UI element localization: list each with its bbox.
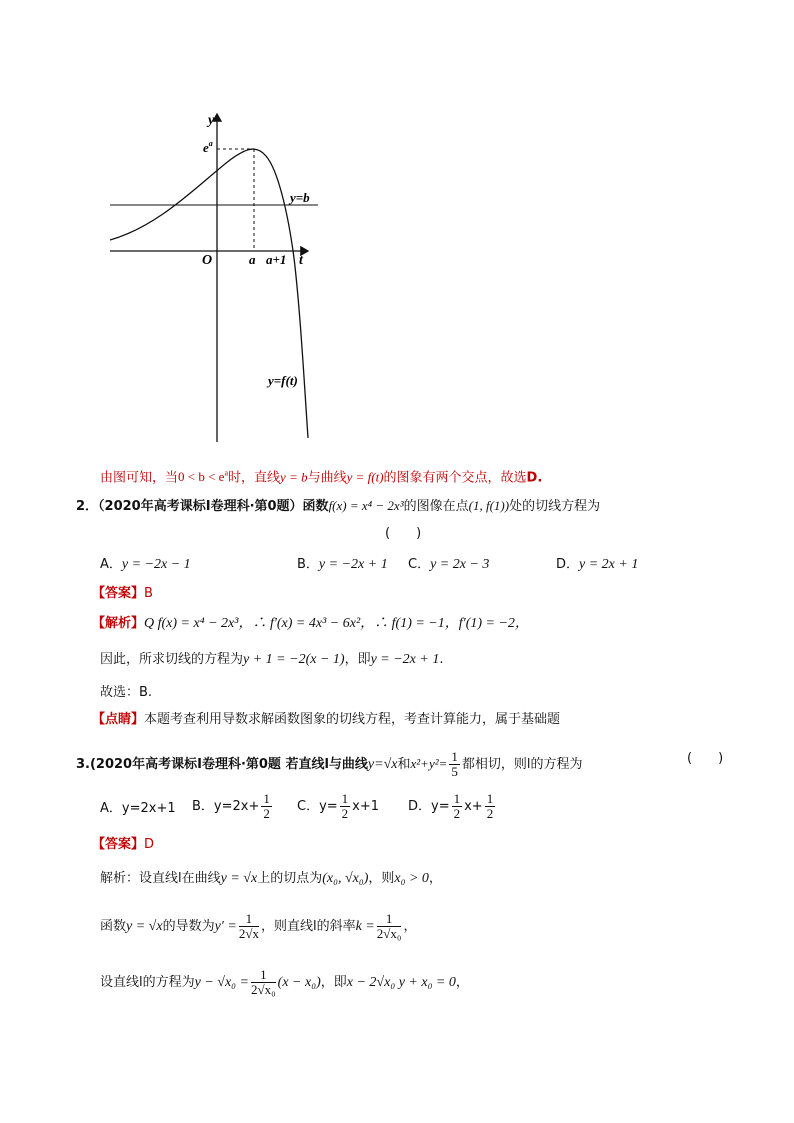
q2-answer: 【答案】B <box>92 586 153 601</box>
curve-label: y=f(t) <box>268 373 298 388</box>
q2-option-c[interactable]: C．y = 2x − 3 <box>408 557 490 572</box>
q2-option-a[interactable]: A．y = −2x − 1 <box>100 557 191 572</box>
tick-a1-label: a+1 <box>266 252 287 267</box>
q2-comment: 【点睛】本题考查利用导数求解函数图象的切线方程，考查计算能力，属于基础题 <box>92 712 561 727</box>
origin-label: O <box>202 253 213 268</box>
q2-paren: ( ) <box>385 526 422 541</box>
q3-option-c[interactable]: C．y= $\frac{1}{2}$ x+1 <box>297 791 380 821</box>
q3-header: 3.(2020年高考课标Ⅰ卷理科·第0题 若直线l与曲线y=√x和x²+y²= $\frac{1}{5}$ 都相切，则l的方程为 <box>76 749 583 779</box>
q2-option-b[interactable]: B．y = −2x + 1 <box>297 557 388 572</box>
peak-label: $e^a$ <box>203 139 213 155</box>
q3-answer: 【答案】D <box>92 837 155 852</box>
q3-paren: ( ) <box>687 751 724 766</box>
q2-choose: 故选：B. <box>100 685 153 700</box>
function-graph <box>100 108 330 448</box>
q3-solution-2: 函数y = √x的导数为y′ = $\frac{1}{2√x}$ ，则直线l的斜率k = $\frac{1}{\text{2√x₀}}$ ， <box>100 911 417 941</box>
y-axis-label: y <box>208 113 215 128</box>
q3-option-b[interactable]: B．y=2x+ $\frac{1}{2}$ <box>192 791 270 821</box>
q3-option-a[interactable]: A．y=2x+1 <box>100 801 176 816</box>
tick-a-label: a <box>249 252 256 267</box>
q3-solution-3: 设直线l的方程为y − √x₀ = $\frac{1}{\text{2√x₀}}$ (x − x₀)，即x − 2√x₀ y + x₀ = 0， <box>100 967 469 997</box>
curve-f <box>110 149 308 438</box>
q2-analysis: 【解析】Q f(x) = x⁴ − 2x³，∴ f′(x) = 4x³ − 6x²，∴ f(1) = −1，f′(1) = −2， <box>92 616 529 631</box>
graph-conclusion: 由图可知，当$0 < b < e^a$时，直线y = b与曲线y = f(t)的图象有两个交点，故选D. <box>100 469 543 486</box>
q2-header: 2．（2020年高考课标Ⅰ卷理科·第0题）函数f(x) = x⁴ − 2x³的图像在点(1, f(1))处的切线方程为 <box>76 498 601 514</box>
line-b-label: y=b <box>290 190 310 205</box>
q3-solution-1: 解析：设直线l在曲线y = √x上的切点为(x₀, √x₀)，则x₀ > 0， <box>100 871 442 886</box>
t-axis-label: t <box>299 253 303 268</box>
q3-option-d[interactable]: D．y= $\frac{1}{2}$ x+ $\frac{1}{2}$ <box>408 791 494 821</box>
q2-analysis-2: 因此，所求切线的方程为y + 1 = −2(x − 1)，即y = −2x + 1. <box>100 652 444 667</box>
q2-option-d[interactable]: D．y = 2x + 1 <box>556 557 639 572</box>
